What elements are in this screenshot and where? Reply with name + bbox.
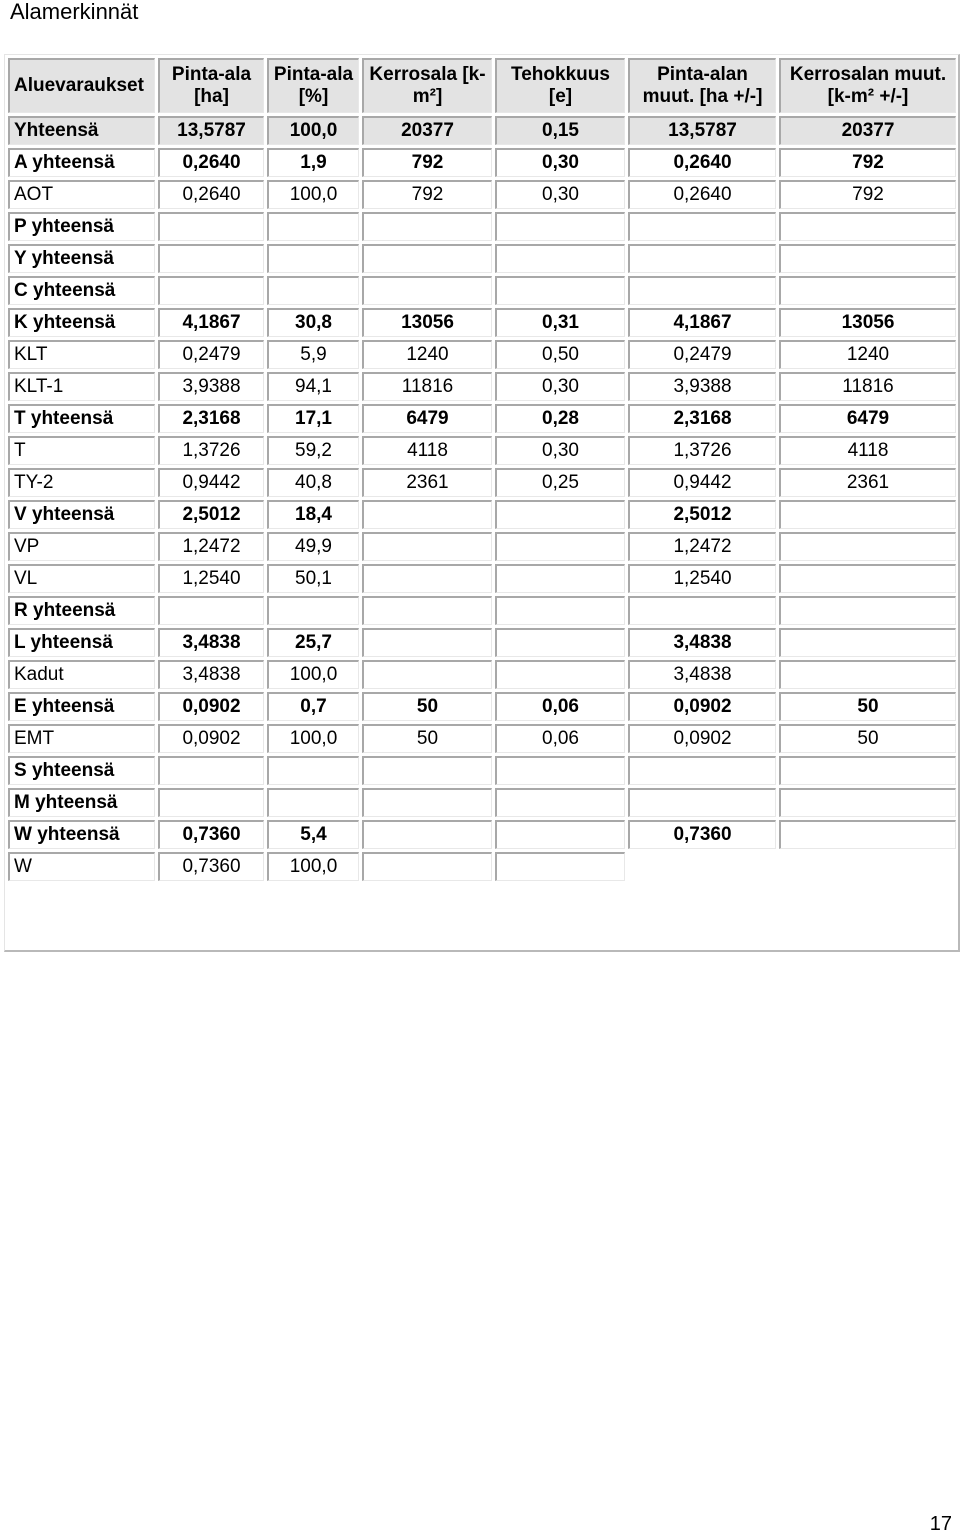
cell-kerrosala: 2361 [362, 468, 492, 497]
cell-kerrosalan-muutos [779, 532, 956, 561]
cell-pinta-ala-pct [267, 788, 359, 817]
cell-pinta-ala-pct: 100,0 [267, 852, 359, 881]
cell-tehokkuus [495, 788, 625, 817]
cell-pinta-alan-muutos [628, 244, 776, 273]
cell-kerrosala [362, 564, 492, 593]
cell-tehokkuus [495, 596, 625, 625]
cell-pinta-alan-muutos: 1,3726 [628, 436, 776, 465]
cell-pinta-ala-ha: 2,5012 [158, 500, 264, 529]
cell-kerrosala: 50 [362, 724, 492, 753]
column-header-kerrosala: Kerrosala [k-m²] [362, 58, 492, 113]
cell-pinta-ala-ha: 4,1867 [158, 308, 264, 337]
cell-area-name: V yhteensä [8, 500, 155, 529]
cell-pinta-ala-pct [267, 244, 359, 273]
cell-tehokkuus [495, 244, 625, 273]
cell-pinta-ala-ha: 13,5787 [158, 116, 264, 145]
table-row [8, 692, 956, 721]
cell-pinta-alan-muutos: 4,1867 [628, 308, 776, 337]
cell-area-name: VL [8, 564, 155, 593]
cell-kerrosalan-muutos [779, 500, 956, 529]
cell-pinta-alan-muutos: 0,2640 [628, 180, 776, 209]
table-row [8, 628, 956, 657]
cell-area-name: TY-2 [8, 468, 155, 497]
cell-kerrosalan-muutos: 6479 [779, 404, 956, 433]
cell-kerrosalan-muutos: 13056 [779, 308, 956, 337]
table-row [8, 212, 956, 241]
table-row [8, 852, 956, 881]
cell-pinta-ala-pct: 5,9 [267, 340, 359, 369]
cell-area-name: KLT-1 [8, 372, 155, 401]
cell-kerrosala: 1240 [362, 340, 492, 369]
cell-pinta-ala-ha: 3,4838 [158, 628, 264, 657]
cell-area-name: S yhteensä [8, 756, 155, 785]
cell-area-name: T [8, 436, 155, 465]
cell-pinta-alan-muutos: 13,5787 [628, 116, 776, 145]
cell-pinta-alan-muutos: 0,2640 [628, 148, 776, 177]
cell-area-name: EMT [8, 724, 155, 753]
cell-tehokkuus [495, 276, 625, 305]
cell-area-name: Kadut [8, 660, 155, 689]
page-title: Alamerkinnät [10, 0, 139, 24]
cell-kerrosala: 20377 [362, 116, 492, 145]
cell-pinta-ala-pct: 59,2 [267, 436, 359, 465]
cell-kerrosala: 11816 [362, 372, 492, 401]
cell-tehokkuus: 0,06 [495, 692, 625, 721]
cell-kerrosala: 792 [362, 180, 492, 209]
table-row [8, 500, 956, 529]
cell-pinta-ala-pct: 17,1 [267, 404, 359, 433]
table-row [8, 404, 956, 433]
cell-kerrosalan-muutos [779, 628, 956, 657]
cell-pinta-ala-pct [267, 212, 359, 241]
cell-pinta-ala-ha: 2,3168 [158, 404, 264, 433]
table-row [8, 724, 956, 753]
cell-pinta-ala-ha [158, 756, 264, 785]
table-row [8, 276, 956, 305]
cell-kerrosala: 792 [362, 148, 492, 177]
cell-pinta-alan-muutos: 1,2472 [628, 532, 776, 561]
cell-pinta-ala-pct: 100,0 [267, 116, 359, 145]
cell-pinta-ala-ha: 3,9388 [158, 372, 264, 401]
cell-kerrosala [362, 788, 492, 817]
cell-area-name: W yhteensä [8, 820, 155, 849]
cell-area-name: Yhteensä [8, 116, 155, 145]
cell-pinta-ala-pct: 40,8 [267, 468, 359, 497]
cell-kerrosala: 13056 [362, 308, 492, 337]
table-row [8, 468, 956, 497]
cell-pinta-alan-muutos: 3,9388 [628, 372, 776, 401]
cell-pinta-ala-ha: 0,7360 [158, 852, 264, 881]
cell-kerrosala: 6479 [362, 404, 492, 433]
cell-pinta-ala-ha [158, 276, 264, 305]
cell-kerrosalan-muutos: 4118 [779, 436, 956, 465]
cell-pinta-ala-ha: 0,0902 [158, 692, 264, 721]
cell-tehokkuus [495, 532, 625, 561]
cell-pinta-ala-pct: 1,9 [267, 148, 359, 177]
cell-pinta-ala-ha: 1,2472 [158, 532, 264, 561]
table-row [8, 532, 956, 561]
cell-pinta-alan-muutos: 3,4838 [628, 628, 776, 657]
table-row [8, 340, 956, 369]
cell-pinta-ala-ha: 0,2479 [158, 340, 264, 369]
cell-tehokkuus: 0,30 [495, 436, 625, 465]
cell-tehokkuus: 0,30 [495, 148, 625, 177]
cell-pinta-alan-muutos [628, 788, 776, 817]
cell-pinta-ala-pct: 49,9 [267, 532, 359, 561]
table-row [8, 820, 956, 849]
land-use-table [5, 55, 959, 884]
cell-tehokkuus: 0,50 [495, 340, 625, 369]
cell-pinta-alan-muutos [628, 596, 776, 625]
cell-kerrosalan-muutos: 792 [779, 180, 956, 209]
cell-kerrosalan-muutos: 20377 [779, 116, 956, 145]
cell-kerrosala [362, 628, 492, 657]
cell-pinta-ala-ha [158, 212, 264, 241]
cell-kerrosalan-muutos [779, 820, 956, 849]
table-row [8, 788, 956, 817]
cell-pinta-ala-pct: 100,0 [267, 660, 359, 689]
cell-kerrosalan-muutos [779, 660, 956, 689]
cell-kerrosalan-muutos: 50 [779, 724, 956, 753]
cell-area-name: P yhteensä [8, 212, 155, 241]
cell-kerrosala [362, 212, 492, 241]
cell-kerrosalan-muutos: 792 [779, 148, 956, 177]
cell-kerrosala [362, 276, 492, 305]
cell-kerrosala [362, 244, 492, 273]
cell-pinta-ala-pct: 30,8 [267, 308, 359, 337]
cell-tehokkuus [495, 212, 625, 241]
cell-pinta-ala-pct: 100,0 [267, 724, 359, 753]
table-row [8, 308, 956, 337]
cell-pinta-ala-pct: 5,4 [267, 820, 359, 849]
cell-pinta-ala-pct [267, 756, 359, 785]
column-header-pinta-ala-ha: Pinta-ala [ha] [158, 58, 264, 113]
cell-kerrosala [362, 500, 492, 529]
cell-pinta-ala-pct: 50,1 [267, 564, 359, 593]
cell-tehokkuus [495, 564, 625, 593]
cell-pinta-ala-ha [158, 788, 264, 817]
cell-tehokkuus: 0,28 [495, 404, 625, 433]
cell-kerrosalan-muutos: 11816 [779, 372, 956, 401]
cell-kerrosala [362, 756, 492, 785]
cell-kerrosala [362, 820, 492, 849]
cell-area-name: M yhteensä [8, 788, 155, 817]
cell-pinta-ala-ha: 0,7360 [158, 820, 264, 849]
cell-pinta-alan-muutos: 1,2540 [628, 564, 776, 593]
cell-area-name: AOT [8, 180, 155, 209]
cell-area-name: KLT [8, 340, 155, 369]
cell-area-name: A yhteensä [8, 148, 155, 177]
column-header-tehokkuus: Tehokkuus [e] [495, 58, 625, 113]
cell-pinta-alan-muutos [628, 852, 776, 881]
cell-area-name: E yhteensä [8, 692, 155, 721]
cell-kerrosalan-muutos [779, 788, 956, 817]
cell-kerrosala [362, 532, 492, 561]
page-number: 17 [929, 1513, 952, 1535]
cell-kerrosala [362, 596, 492, 625]
table-row [8, 596, 956, 625]
cell-area-name: K yhteensä [8, 308, 155, 337]
cell-tehokkuus [495, 660, 625, 689]
cell-tehokkuus [495, 852, 625, 881]
column-header-aluevaraukset: Aluevaraukset [8, 58, 155, 113]
cell-area-name: L yhteensä [8, 628, 155, 657]
cell-pinta-ala-pct: 25,7 [267, 628, 359, 657]
cell-tehokkuus [495, 628, 625, 657]
cell-area-name: VP [8, 532, 155, 561]
column-header-pinta-alan-muutos: Pinta-alan muut. [ha +/-] [628, 58, 776, 113]
cell-kerrosalan-muutos [779, 276, 956, 305]
table-row [8, 756, 956, 785]
cell-area-name: W [8, 852, 155, 881]
cell-tehokkuus: 0,30 [495, 372, 625, 401]
cell-pinta-ala-ha: 0,9442 [158, 468, 264, 497]
table-row [8, 244, 956, 273]
cell-tehokkuus: 0,25 [495, 468, 625, 497]
cell-pinta-ala-ha: 1,3726 [158, 436, 264, 465]
table-row [8, 148, 956, 177]
table-row [8, 660, 956, 689]
cell-pinta-alan-muutos: 2,5012 [628, 500, 776, 529]
cell-pinta-ala-ha [158, 596, 264, 625]
cell-tehokkuus [495, 500, 625, 529]
cell-tehokkuus: 0,15 [495, 116, 625, 145]
column-header-kerrosalan-muutos: Kerrosalan muut. [k-m² +/-] [779, 58, 956, 113]
cell-pinta-alan-muutos: 0,0902 [628, 692, 776, 721]
cell-area-name: C yhteensä [8, 276, 155, 305]
table-body [8, 116, 956, 881]
cell-kerrosalan-muutos [779, 596, 956, 625]
cell-pinta-ala-pct: 94,1 [267, 372, 359, 401]
cell-pinta-alan-muutos: 3,4838 [628, 660, 776, 689]
table-row [8, 436, 956, 465]
cell-pinta-ala-ha: 0,2640 [158, 148, 264, 177]
cell-tehokkuus: 0,30 [495, 180, 625, 209]
cell-kerrosalan-muutos: 2361 [779, 468, 956, 497]
cell-pinta-ala-ha: 0,2640 [158, 180, 264, 209]
table-total-row [8, 116, 956, 145]
cell-pinta-alan-muutos [628, 756, 776, 785]
cell-kerrosalan-muutos [779, 564, 956, 593]
cell-kerrosalan-muutos: 1240 [779, 340, 956, 369]
cell-kerrosala: 50 [362, 692, 492, 721]
cell-tehokkuus: 0,31 [495, 308, 625, 337]
cell-pinta-alan-muutos: 0,7360 [628, 820, 776, 849]
cell-area-name: Y yhteensä [8, 244, 155, 273]
cell-pinta-alan-muutos [628, 276, 776, 305]
cell-pinta-alan-muutos: 0,2479 [628, 340, 776, 369]
cell-pinta-alan-muutos [628, 212, 776, 241]
cell-pinta-alan-muutos: 2,3168 [628, 404, 776, 433]
cell-tehokkuus [495, 756, 625, 785]
column-header-pinta-ala-pct: Pinta-ala [%] [267, 58, 359, 113]
cell-kerrosalan-muutos [779, 852, 956, 881]
cell-kerrosalan-muutos: 50 [779, 692, 956, 721]
table-header-row [8, 58, 956, 113]
cell-pinta-ala-ha [158, 244, 264, 273]
cell-kerrosalan-muutos [779, 756, 956, 785]
cell-tehokkuus: 0,06 [495, 724, 625, 753]
cell-kerrosala: 4118 [362, 436, 492, 465]
cell-area-name: R yhteensä [8, 596, 155, 625]
cell-kerrosala [362, 660, 492, 689]
cell-kerrosalan-muutos [779, 212, 956, 241]
cell-pinta-alan-muutos: 0,9442 [628, 468, 776, 497]
table-row [8, 180, 956, 209]
cell-pinta-ala-pct [267, 596, 359, 625]
cell-area-name: T yhteensä [8, 404, 155, 433]
cell-pinta-ala-pct: 100,0 [267, 180, 359, 209]
cell-kerrosalan-muutos [779, 244, 956, 273]
cell-pinta-ala-pct [267, 276, 359, 305]
cell-pinta-ala-ha: 0,0902 [158, 724, 264, 753]
cell-tehokkuus [495, 820, 625, 849]
cell-pinta-alan-muutos: 0,0902 [628, 724, 776, 753]
land-use-table-frame [4, 54, 960, 952]
table-row [8, 564, 956, 593]
cell-kerrosala [362, 852, 492, 881]
cell-pinta-ala-pct: 0,7 [267, 692, 359, 721]
table-row [8, 372, 956, 401]
cell-pinta-ala-ha: 3,4838 [158, 660, 264, 689]
cell-pinta-ala-pct: 18,4 [267, 500, 359, 529]
cell-pinta-ala-ha: 1,2540 [158, 564, 264, 593]
